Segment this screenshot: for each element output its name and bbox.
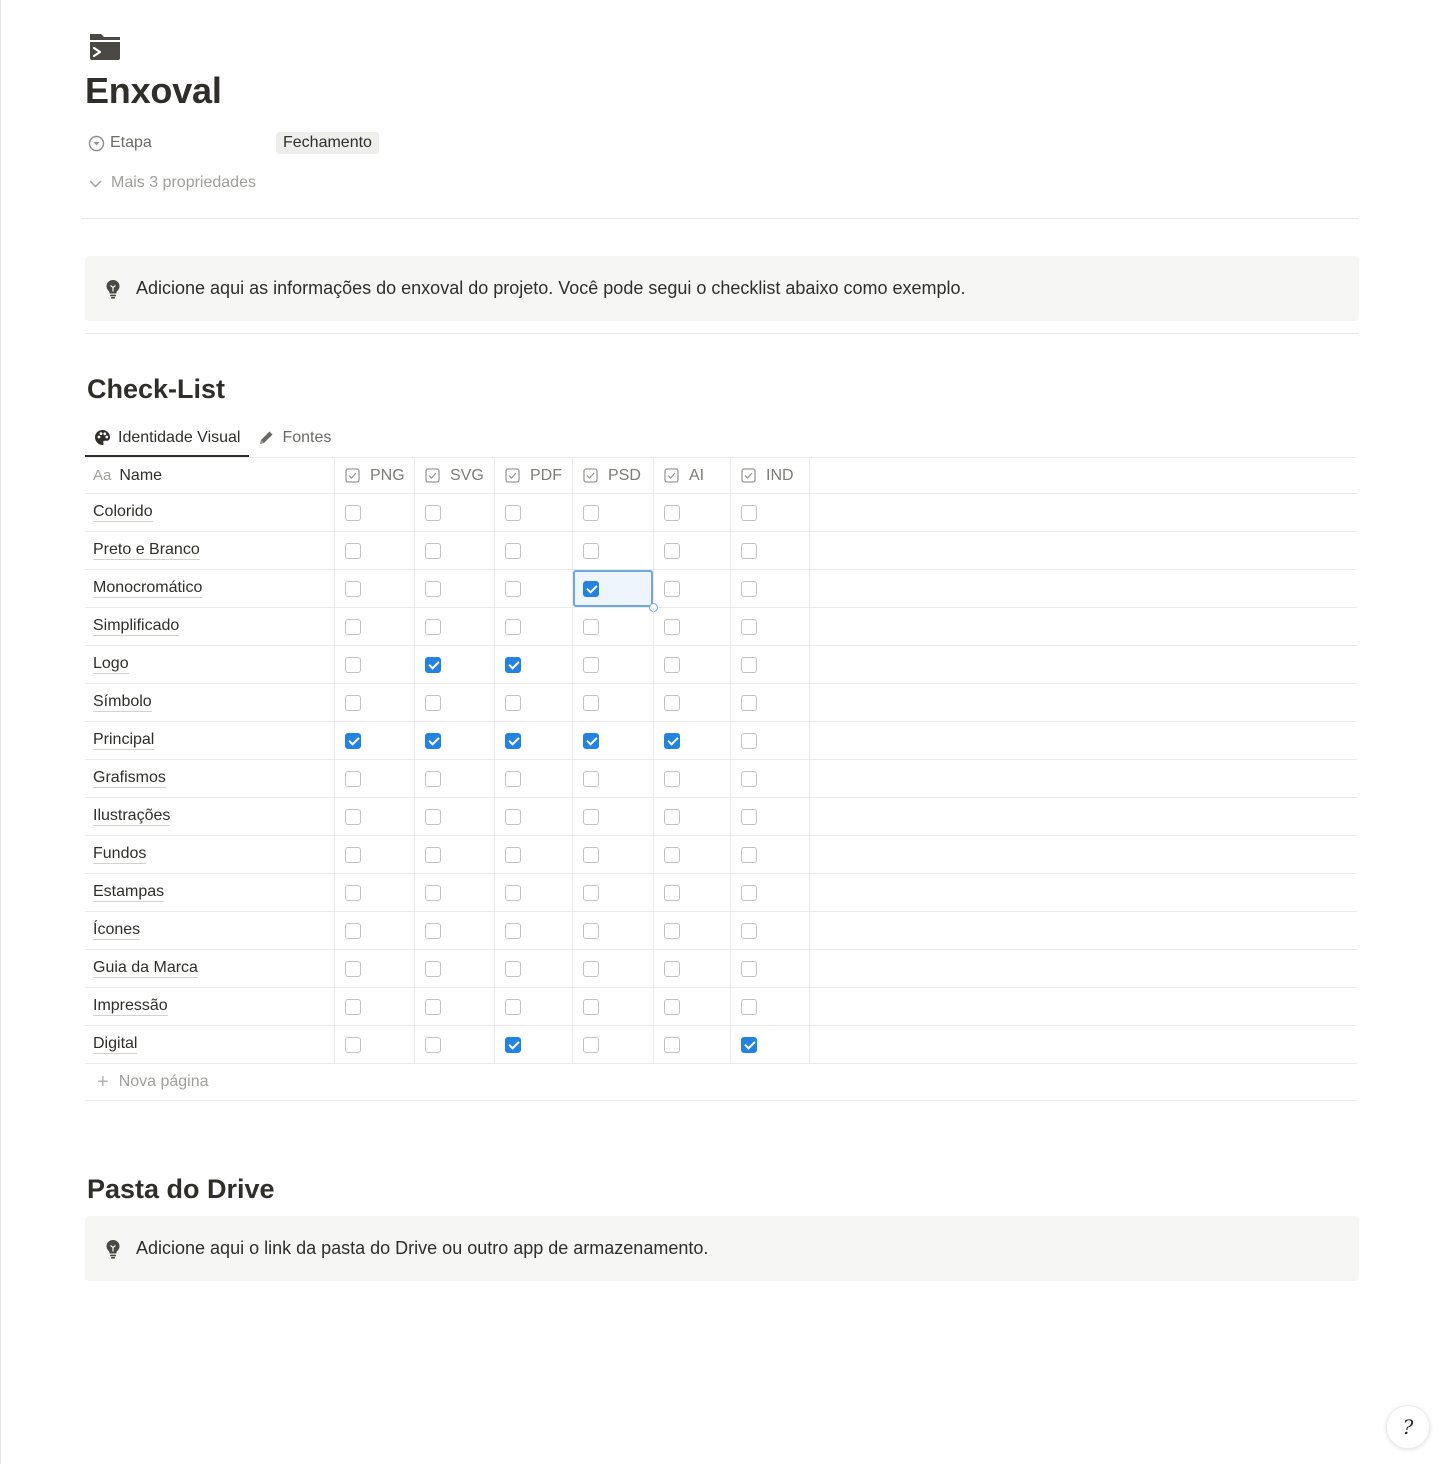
checkbox[interactable] bbox=[345, 619, 361, 635]
checkbox-cell-ai[interactable] bbox=[654, 912, 731, 949]
checkbox-cell-psd[interactable] bbox=[573, 722, 654, 759]
checkbox-cell-psd[interactable] bbox=[573, 684, 654, 721]
column-header-name[interactable] bbox=[85, 458, 335, 493]
checkbox[interactable] bbox=[345, 1037, 361, 1053]
checkbox-cell-ind[interactable] bbox=[731, 1026, 810, 1063]
checkbox-cell-ai[interactable] bbox=[654, 836, 731, 873]
checkbox-cell-pdf[interactable] bbox=[495, 988, 573, 1025]
column-header-label: PDF bbox=[530, 466, 562, 484]
checkbox-cell-pdf[interactable] bbox=[495, 646, 573, 683]
table-row bbox=[85, 949, 1357, 987]
checkbox-cell-png[interactable] bbox=[335, 874, 415, 911]
checkbox-property-icon bbox=[345, 468, 360, 483]
checkbox[interactable] bbox=[583, 505, 599, 521]
checkbox-cell-png[interactable] bbox=[335, 1026, 415, 1063]
row-filler bbox=[810, 608, 1357, 645]
column-header-png[interactable] bbox=[335, 458, 415, 493]
row-filler bbox=[810, 760, 1357, 797]
checkbox-cell-png[interactable] bbox=[335, 912, 415, 949]
checkbox[interactable] bbox=[741, 809, 757, 825]
checkbox-cell-svg[interactable] bbox=[415, 836, 495, 873]
checkbox-cell-svg[interactable] bbox=[415, 760, 495, 797]
column-header-label: PNG bbox=[370, 466, 405, 484]
checkbox-cell-psd[interactable] bbox=[573, 570, 654, 607]
checkbox[interactable] bbox=[505, 961, 521, 977]
checkbox[interactable] bbox=[664, 847, 680, 863]
tab-label: Identidade Visual bbox=[118, 428, 241, 446]
checkbox[interactable] bbox=[505, 885, 521, 901]
column-header-label: Name bbox=[119, 466, 163, 484]
checkbox-cell-pdf[interactable] bbox=[495, 912, 573, 949]
info-callout bbox=[85, 256, 1359, 321]
checkbox[interactable] bbox=[425, 999, 441, 1015]
checkbox[interactable] bbox=[741, 961, 757, 977]
row-name-cell[interactable] bbox=[85, 950, 335, 987]
row-name: Símbolo bbox=[93, 693, 152, 710]
checkbox-cell-ind[interactable] bbox=[731, 532, 810, 569]
checkbox[interactable] bbox=[505, 619, 521, 635]
new-page-label: Nova página bbox=[118, 1073, 209, 1090]
tab-label: Fontes bbox=[282, 428, 332, 446]
checkbox-cell-ind[interactable] bbox=[731, 570, 810, 607]
row-name: Simplificado bbox=[93, 617, 180, 634]
checkbox-cell-ind[interactable] bbox=[731, 684, 810, 721]
checkbox[interactable] bbox=[425, 771, 441, 787]
row-name-cell[interactable] bbox=[85, 684, 335, 721]
properties-divider bbox=[81, 218, 1359, 219]
column-header-label: AI bbox=[689, 466, 705, 484]
status-icon bbox=[88, 135, 105, 152]
table-row bbox=[85, 721, 1357, 759]
checkbox[interactable] bbox=[583, 695, 599, 711]
table-row bbox=[85, 607, 1357, 645]
checkbox[interactable] bbox=[664, 543, 680, 559]
checkbox-cell-ind[interactable] bbox=[731, 494, 810, 531]
checkbox[interactable] bbox=[505, 999, 521, 1015]
row-name: Grafismos bbox=[93, 769, 166, 786]
checkbox-cell-svg[interactable] bbox=[415, 646, 495, 683]
property-label bbox=[88, 134, 276, 152]
lightbulb-icon bbox=[105, 1239, 121, 1259]
checkbox[interactable] bbox=[505, 809, 521, 825]
row-name-cell[interactable] bbox=[85, 608, 335, 645]
plus-icon: + bbox=[97, 1071, 109, 1093]
checkbox[interactable] bbox=[664, 771, 680, 787]
checkbox[interactable] bbox=[583, 885, 599, 901]
checkbox[interactable] bbox=[741, 733, 757, 749]
help-button[interactable]: ? bbox=[1386, 1405, 1430, 1449]
column-header-svg[interactable] bbox=[415, 458, 495, 493]
column-header-psd[interactable] bbox=[573, 458, 654, 493]
column-header-label: PSD bbox=[608, 466, 641, 484]
row-filler bbox=[810, 798, 1357, 835]
row-filler bbox=[810, 570, 1357, 607]
folder-open-icon[interactable] bbox=[88, 30, 124, 64]
checkbox-cell-svg[interactable] bbox=[415, 722, 495, 759]
tab-fontes[interactable] bbox=[249, 420, 340, 455]
checkbox[interactable] bbox=[741, 771, 757, 787]
checkbox-cell-ind[interactable] bbox=[731, 874, 810, 911]
row-name-cell[interactable] bbox=[85, 1026, 335, 1063]
checkbox-property-icon bbox=[425, 468, 440, 483]
row-name-cell[interactable] bbox=[85, 874, 335, 911]
checkbox[interactable] bbox=[741, 505, 757, 521]
row-name: Estampas bbox=[93, 883, 165, 900]
checkbox-checked[interactable] bbox=[664, 733, 680, 749]
checkbox-cell-svg[interactable] bbox=[415, 798, 495, 835]
checkbox[interactable] bbox=[583, 847, 599, 863]
checkbox[interactable] bbox=[583, 809, 599, 825]
checkbox-cell-png[interactable] bbox=[335, 608, 415, 645]
checkbox-cell-ind[interactable] bbox=[731, 912, 810, 949]
checkbox-checked[interactable] bbox=[741, 1037, 757, 1053]
table-header-row bbox=[85, 457, 1357, 493]
checkbox-cell-png[interactable] bbox=[335, 988, 415, 1025]
row-filler bbox=[810, 646, 1357, 683]
checkbox-cell-ai[interactable] bbox=[654, 646, 731, 683]
checkbox[interactable] bbox=[345, 771, 361, 787]
checkbox-cell-png[interactable] bbox=[335, 684, 415, 721]
table-row bbox=[85, 683, 1357, 721]
checkbox-cell-pdf[interactable] bbox=[495, 608, 573, 645]
checkbox-property-icon bbox=[505, 468, 520, 483]
checkbox-cell-ind[interactable] bbox=[731, 988, 810, 1025]
checkbox-cell-svg[interactable] bbox=[415, 494, 495, 531]
checkbox[interactable] bbox=[345, 657, 361, 673]
header-filler bbox=[810, 458, 1357, 493]
checkbox-checked[interactable] bbox=[505, 733, 521, 749]
column-header-ai[interactable] bbox=[654, 458, 731, 493]
checkbox[interactable] bbox=[345, 923, 361, 939]
table-row bbox=[85, 569, 1357, 607]
checkbox-cell-ai[interactable] bbox=[654, 722, 731, 759]
checkbox-cell-png[interactable] bbox=[335, 570, 415, 607]
checkbox-cell-pdf[interactable] bbox=[495, 1026, 573, 1063]
checkbox[interactable] bbox=[505, 543, 521, 559]
checkbox-cell-svg[interactable] bbox=[415, 532, 495, 569]
checkbox-cell-psd[interactable] bbox=[573, 950, 654, 987]
row-name: Ícones bbox=[93, 921, 141, 938]
checkbox[interactable] bbox=[664, 657, 680, 673]
row-name: Guia da Marca bbox=[93, 959, 198, 976]
checkbox[interactable] bbox=[345, 847, 361, 863]
checkbox-cell-svg[interactable] bbox=[415, 874, 495, 911]
checkbox[interactable] bbox=[505, 923, 521, 939]
checkbox-cell-png[interactable] bbox=[335, 836, 415, 873]
checkbox[interactable] bbox=[583, 619, 599, 635]
checkbox-cell-ind[interactable] bbox=[731, 798, 810, 835]
checkbox[interactable] bbox=[425, 619, 441, 635]
checkbox[interactable] bbox=[664, 923, 680, 939]
checkbox[interactable] bbox=[664, 809, 680, 825]
checkbox[interactable] bbox=[345, 505, 361, 521]
checkbox-cell-ind[interactable] bbox=[731, 950, 810, 987]
checkbox[interactable] bbox=[583, 657, 599, 673]
checkbox[interactable] bbox=[505, 847, 521, 863]
checkbox-cell-png[interactable] bbox=[335, 798, 415, 835]
checkbox-checked[interactable] bbox=[345, 733, 361, 749]
checkbox[interactable] bbox=[664, 695, 680, 711]
checkbox[interactable] bbox=[505, 695, 521, 711]
checkbox-cell-svg[interactable] bbox=[415, 988, 495, 1025]
checkbox[interactable] bbox=[425, 505, 441, 521]
checkbox[interactable] bbox=[505, 581, 521, 597]
checklist-table bbox=[85, 457, 1357, 1101]
row-name: Ilustrações bbox=[93, 807, 171, 824]
column-header-pdf[interactable] bbox=[495, 458, 573, 493]
checkbox[interactable] bbox=[425, 923, 441, 939]
row-filler bbox=[810, 494, 1357, 531]
checkbox-cell-ai[interactable] bbox=[654, 608, 731, 645]
checkbox-checked[interactable] bbox=[505, 657, 521, 673]
row-name: Colorido bbox=[93, 503, 153, 520]
table-row bbox=[85, 797, 1357, 835]
checkbox-cell-psd[interactable] bbox=[573, 608, 654, 645]
row-name-cell[interactable] bbox=[85, 646, 335, 683]
checkbox[interactable] bbox=[741, 619, 757, 635]
checkbox-cell-ind[interactable] bbox=[731, 722, 810, 759]
checkbox-cell-svg[interactable] bbox=[415, 608, 495, 645]
table-row bbox=[85, 1025, 1357, 1063]
checkbox-cell-png[interactable] bbox=[335, 532, 415, 569]
checkbox-cell-psd[interactable] bbox=[573, 532, 654, 569]
section-divider bbox=[85, 333, 1359, 334]
checkbox-cell-psd[interactable] bbox=[573, 874, 654, 911]
etapa-label: Etapa bbox=[110, 134, 152, 151]
checkbox[interactable] bbox=[425, 809, 441, 825]
table-row bbox=[85, 911, 1357, 949]
checkbox-property-icon bbox=[741, 468, 756, 483]
checkbox[interactable] bbox=[345, 695, 361, 711]
checkbox[interactable] bbox=[345, 581, 361, 597]
checkbox[interactable] bbox=[741, 999, 757, 1015]
row-filler bbox=[810, 912, 1357, 949]
checkbox[interactable] bbox=[664, 581, 680, 597]
row-name: Impressão bbox=[93, 997, 168, 1014]
row-name: Digital bbox=[93, 1035, 138, 1052]
chevron-down-icon bbox=[88, 176, 103, 191]
checkbox[interactable] bbox=[345, 885, 361, 901]
checkbox-cell-png[interactable] bbox=[335, 950, 415, 987]
checkbox-cell-ind[interactable] bbox=[731, 760, 810, 797]
checkbox[interactable] bbox=[425, 543, 441, 559]
table-row bbox=[85, 759, 1357, 797]
table-row bbox=[85, 531, 1357, 569]
column-header-label: SVG bbox=[450, 466, 484, 484]
drive-heading: Pasta do Drive bbox=[87, 1174, 275, 1204]
checkbox-property-icon bbox=[583, 468, 598, 483]
row-name: Principal bbox=[93, 731, 155, 748]
checkbox[interactable] bbox=[583, 771, 599, 787]
checkbox-cell-ai[interactable] bbox=[654, 950, 731, 987]
checkbox-checked[interactable] bbox=[583, 581, 599, 597]
new-page-button[interactable] bbox=[85, 1063, 1357, 1101]
row-name: Logo bbox=[93, 655, 129, 672]
window-left-edge bbox=[0, 0, 1, 1464]
checkbox[interactable] bbox=[505, 505, 521, 521]
checkbox-cell-pdf[interactable] bbox=[495, 570, 573, 607]
checkbox-cell-svg[interactable] bbox=[415, 684, 495, 721]
text-type-icon: Aa bbox=[93, 467, 112, 484]
checkbox[interactable] bbox=[741, 923, 757, 939]
row-name-cell[interactable] bbox=[85, 760, 335, 797]
callout-text: Adicione aqui as informações do enxoval do projeto. Você pode segui o checklist abaixo como exemplo. bbox=[136, 278, 966, 298]
checkbox[interactable] bbox=[425, 847, 441, 863]
row-filler bbox=[810, 836, 1357, 873]
tab-identidade-visual[interactable] bbox=[85, 420, 249, 457]
checkbox-cell-png[interactable] bbox=[335, 494, 415, 531]
checkbox[interactable] bbox=[345, 999, 361, 1015]
checkbox-checked[interactable] bbox=[505, 1037, 521, 1053]
column-header-label: IND bbox=[766, 466, 794, 484]
checkbox-cell-ai[interactable] bbox=[654, 532, 731, 569]
checkbox-cell-ind[interactable] bbox=[731, 836, 810, 873]
column-header-ind[interactable] bbox=[731, 458, 810, 493]
row-filler bbox=[810, 684, 1357, 721]
checkbox-cell-pdf[interactable] bbox=[495, 722, 573, 759]
palette-icon bbox=[94, 429, 111, 446]
table-row bbox=[85, 645, 1357, 683]
row-name-cell[interactable] bbox=[85, 532, 335, 569]
drive-callout bbox=[85, 1216, 1359, 1281]
checkbox-cell-png[interactable] bbox=[335, 722, 415, 759]
checkbox-cell-ai[interactable] bbox=[654, 1026, 731, 1063]
more-properties-label: Mais 3 propriedades bbox=[111, 174, 256, 191]
row-name-cell[interactable] bbox=[85, 912, 335, 949]
row-filler bbox=[810, 874, 1357, 911]
checkbox[interactable] bbox=[664, 505, 680, 521]
more-properties-toggle[interactable] bbox=[88, 174, 256, 192]
callout-text: Adicione aqui o link da pasta do Drive ou outro app de armazenamento. bbox=[136, 1238, 709, 1258]
page-title: Enxoval bbox=[85, 70, 222, 111]
row-name: Fundos bbox=[93, 845, 147, 862]
checkbox[interactable] bbox=[583, 923, 599, 939]
row-name: Monocromático bbox=[93, 579, 203, 596]
checkbox-cell-pdf[interactable] bbox=[495, 874, 573, 911]
checkbox-cell-psd[interactable] bbox=[573, 494, 654, 531]
checkbox-cell-ind[interactable] bbox=[731, 646, 810, 683]
checkbox-property-icon bbox=[664, 468, 679, 483]
checkbox[interactable] bbox=[425, 695, 441, 711]
view-tabs bbox=[85, 420, 340, 457]
checkbox-cell-psd[interactable] bbox=[573, 760, 654, 797]
checkbox[interactable] bbox=[741, 847, 757, 863]
checkbox[interactable] bbox=[664, 999, 680, 1015]
checkbox[interactable] bbox=[664, 619, 680, 635]
row-filler bbox=[810, 1026, 1357, 1063]
checkbox[interactable] bbox=[664, 961, 680, 977]
checkbox[interactable] bbox=[425, 1037, 441, 1053]
checkbox[interactable] bbox=[741, 581, 757, 597]
row-filler bbox=[810, 988, 1357, 1025]
checkbox-cell-svg[interactable] bbox=[415, 950, 495, 987]
checkbox-cell-psd[interactable] bbox=[573, 836, 654, 873]
row-filler bbox=[810, 722, 1357, 759]
checkbox-checked[interactable] bbox=[425, 657, 441, 673]
checkbox[interactable] bbox=[345, 543, 361, 559]
table-row bbox=[85, 493, 1357, 531]
checkbox-cell-svg[interactable] bbox=[415, 912, 495, 949]
property-etapa[interactable] bbox=[88, 130, 688, 156]
row-filler bbox=[810, 950, 1357, 987]
checkbox-cell-svg[interactable] bbox=[415, 1026, 495, 1063]
checkbox-cell-pdf[interactable] bbox=[495, 836, 573, 873]
checkbox-cell-pdf[interactable] bbox=[495, 950, 573, 987]
checkbox-cell-ai[interactable] bbox=[654, 874, 731, 911]
row-filler bbox=[810, 532, 1357, 569]
checkbox[interactable] bbox=[505, 771, 521, 787]
checkbox[interactable] bbox=[583, 543, 599, 559]
checkbox[interactable] bbox=[741, 543, 757, 559]
row-name: Preto e Branco bbox=[93, 541, 200, 558]
checkbox-cell-ai[interactable] bbox=[654, 494, 731, 531]
etapa-value-tag[interactable]: Fechamento bbox=[276, 132, 379, 154]
checkbox[interactable] bbox=[583, 1037, 599, 1053]
checkbox-cell-ai[interactable] bbox=[654, 684, 731, 721]
table-row bbox=[85, 987, 1357, 1025]
checkbox-cell-ai[interactable] bbox=[654, 798, 731, 835]
checkbox[interactable] bbox=[425, 961, 441, 977]
row-name-cell[interactable] bbox=[85, 798, 335, 835]
checkbox[interactable] bbox=[425, 885, 441, 901]
checkbox[interactable] bbox=[425, 581, 441, 597]
checkbox[interactable] bbox=[664, 885, 680, 901]
checkbox[interactable] bbox=[741, 695, 757, 711]
table-row bbox=[85, 835, 1357, 873]
checkbox[interactable] bbox=[345, 809, 361, 825]
checkbox[interactable] bbox=[583, 999, 599, 1015]
checkbox-cell-pdf[interactable] bbox=[495, 798, 573, 835]
checkbox-cell-psd[interactable] bbox=[573, 798, 654, 835]
checkbox-cell-svg[interactable] bbox=[415, 570, 495, 607]
checkbox[interactable] bbox=[664, 1037, 680, 1053]
table-row bbox=[85, 873, 1357, 911]
checklist-heading: Check-List bbox=[87, 374, 226, 404]
checkbox-cell-ai[interactable] bbox=[654, 760, 731, 797]
checkbox-cell-pdf[interactable] bbox=[495, 494, 573, 531]
row-name-cell[interactable] bbox=[85, 494, 335, 531]
checkbox-cell-psd[interactable] bbox=[573, 1026, 654, 1063]
checkbox-cell-pdf[interactable] bbox=[495, 760, 573, 797]
checkbox-checked[interactable] bbox=[583, 733, 599, 749]
checkbox[interactable] bbox=[345, 961, 361, 977]
checkbox-cell-ai[interactable] bbox=[654, 988, 731, 1025]
row-name-cell[interactable] bbox=[85, 570, 335, 607]
checkbox-cell-png[interactable] bbox=[335, 646, 415, 683]
checkbox[interactable] bbox=[583, 961, 599, 977]
pencil-icon bbox=[258, 429, 275, 446]
checkbox-cell-psd[interactable] bbox=[573, 646, 654, 683]
checkbox[interactable] bbox=[741, 657, 757, 673]
checkbox-cell-png[interactable] bbox=[335, 760, 415, 797]
checkbox-cell-psd[interactable] bbox=[573, 988, 654, 1025]
checkbox-cell-pdf[interactable] bbox=[495, 532, 573, 569]
checkbox-cell-ind[interactable] bbox=[731, 608, 810, 645]
checkbox[interactable] bbox=[741, 885, 757, 901]
checkbox-cell-ai[interactable] bbox=[654, 570, 731, 607]
checkbox-checked[interactable] bbox=[425, 733, 441, 749]
row-name-cell[interactable] bbox=[85, 988, 335, 1025]
row-name-cell[interactable] bbox=[85, 722, 335, 759]
checkbox-cell-pdf[interactable] bbox=[495, 684, 573, 721]
lightbulb-icon bbox=[105, 279, 121, 299]
row-name-cell[interactable] bbox=[85, 836, 335, 873]
checkbox-cell-psd[interactable] bbox=[573, 912, 654, 949]
